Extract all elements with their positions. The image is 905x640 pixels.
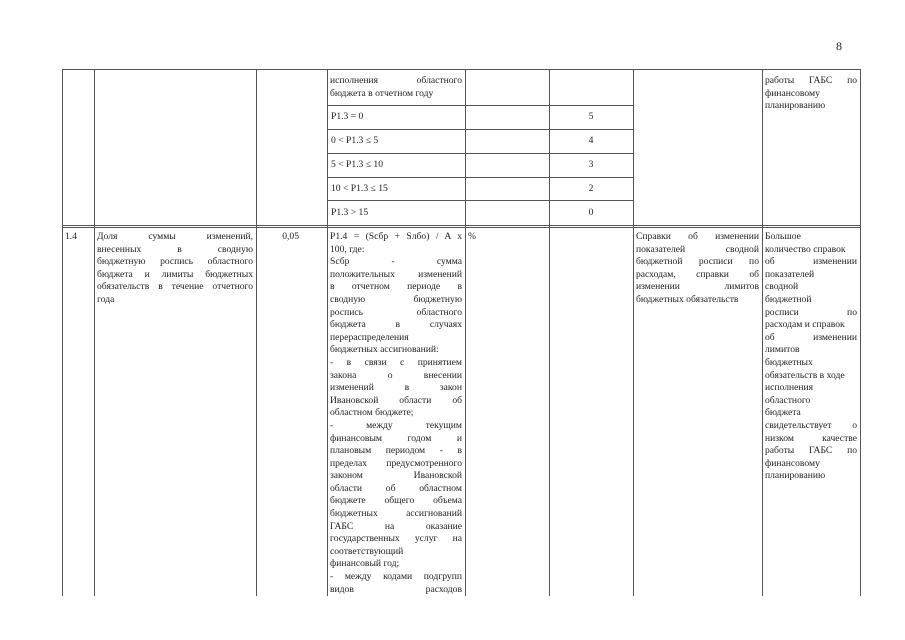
unit-of-measure: %	[468, 231, 476, 242]
indicator-continuation	[330, 75, 462, 100]
text-line: 100, где:	[330, 243, 365, 255]
scale-score: 3	[588, 159, 594, 170]
comment	[765, 231, 857, 483]
text-line: планированию	[765, 100, 826, 112]
scale-score: 4	[588, 135, 594, 146]
text-line: об изменении	[765, 256, 857, 268]
text-line: перераспределения	[330, 331, 409, 343]
text-line: закона о внесении	[330, 369, 462, 381]
text-line: планированию	[765, 470, 826, 482]
text-line: исполнения областного	[330, 75, 462, 86]
text-line: показателей сводной	[636, 243, 759, 255]
indicator-weight: 0,05	[282, 231, 299, 242]
formula-description	[330, 231, 462, 596]
text-line: государственных услуг на	[330, 533, 462, 545]
text-line: Ивановской области об	[330, 394, 462, 406]
text-line: - в связи с принятием	[330, 356, 462, 368]
scale-row-border	[327, 177, 633, 178]
text-line: Справки об изменении	[636, 231, 759, 242]
text-line: плановым периодом - в	[330, 445, 462, 457]
page-number: 8	[836, 39, 842, 53]
scale-score: 0	[588, 207, 594, 218]
text-line: росписи по	[765, 306, 857, 318]
text-line: работы ГАБС по	[765, 75, 857, 86]
col-border	[762, 69, 763, 596]
text-line: бюджета и лимиты бюджетных	[97, 268, 253, 280]
text-line: роспись областного	[330, 306, 462, 318]
text-line: лимитов	[765, 344, 800, 356]
text-line: исполнения	[765, 382, 814, 394]
text-line: в отчетном периоде в	[330, 281, 462, 293]
col-border	[94, 69, 95, 596]
scale-row-border	[327, 200, 633, 201]
text-line: свидетельствует о	[765, 419, 857, 431]
text-line: изменений в закон	[330, 382, 462, 394]
text-line: низком качестве	[765, 432, 857, 444]
text-line: финансовому	[765, 457, 820, 469]
text-line: бюджетной	[765, 293, 812, 305]
comment-continuation	[765, 75, 857, 113]
text-line: финансовый год;	[330, 558, 400, 570]
text-line: изменении лимитов	[636, 281, 759, 293]
text-line: положительных изменений	[330, 268, 462, 280]
row-number: 1.4	[65, 231, 77, 242]
col-border	[549, 69, 550, 596]
text-line: сводной	[765, 281, 799, 293]
text-line: области об областном	[330, 482, 462, 494]
text-line: финансовому	[765, 87, 820, 99]
scale-score: 2	[588, 183, 594, 194]
scale-condition: 0 < P1.3 ≤ 5	[331, 135, 379, 146]
scale-condition: P1.3 > 15	[331, 207, 369, 218]
text-line: Большое	[765, 231, 801, 242]
text-line: года	[97, 293, 115, 305]
text-line: показателей	[765, 268, 815, 280]
text-line: бюджетную роспись областного	[97, 256, 253, 268]
text-line: областного	[765, 394, 811, 406]
table-top-border	[62, 69, 860, 70]
text-line: соответствующий	[330, 545, 404, 557]
text-line: бюджетных обязательств	[636, 293, 739, 305]
text-line: внесенных в сводную	[97, 243, 253, 255]
text-line: обязательств в течение отчетного	[97, 281, 253, 293]
text-line: - между кодами подгрупп	[330, 571, 462, 583]
text-line: бюджетной росписи по	[636, 256, 759, 268]
text-line: обязательств в ходе	[765, 369, 845, 381]
text-line: об изменении	[765, 331, 857, 343]
text-line: бюджета	[765, 407, 801, 419]
text-line: работы ГАБС по	[765, 445, 857, 457]
text-line: бюджете общего объема	[330, 495, 462, 507]
indicator-name	[97, 231, 253, 307]
text-line: бюджетных ассигнований:	[330, 344, 439, 356]
text-line: P1.4 = (Sсбр + Sлбо) / A x	[330, 231, 462, 242]
col-border	[860, 69, 861, 596]
text-line: Sсбр - сумма	[330, 256, 462, 268]
text-line: законом Ивановской	[330, 470, 462, 482]
text-line: бюджетных	[765, 356, 813, 368]
col-border	[327, 69, 328, 596]
text-line: расходам и справок	[765, 319, 845, 331]
text-line: видов расходов	[330, 583, 462, 595]
col-border	[256, 69, 257, 596]
text-line: бюджета в случаях	[330, 319, 462, 331]
text-line: бюджетных ассигнований	[330, 508, 462, 520]
scale-row-border	[327, 105, 633, 106]
scale-score: 5	[588, 111, 594, 122]
col-border	[633, 69, 634, 596]
scale-condition: P1.3 = 0	[331, 111, 364, 122]
text-line: расходам, справки об	[636, 268, 759, 280]
text-line: ГАБС на оказание	[330, 520, 462, 532]
text-line: количество справок	[765, 243, 846, 255]
col-border	[62, 69, 63, 596]
text-line: областном бюджете;	[330, 407, 414, 419]
text-line: - между текущим	[330, 419, 462, 431]
row-separator-double	[62, 227, 860, 228]
data-source	[636, 231, 759, 307]
text-line: сводную бюджетную	[330, 293, 462, 305]
text-line: финансовым годом и	[330, 432, 462, 444]
text-line: пределах предусмотренного	[330, 457, 462, 469]
scale-row-border	[327, 129, 633, 130]
row-separator	[62, 225, 860, 226]
col-border	[465, 69, 466, 596]
scale-condition: 10 < P1.3 ≤ 15	[331, 183, 388, 194]
scale-row-border	[327, 153, 633, 154]
text-line: Доля суммы изменений,	[97, 231, 253, 242]
scale-condition: 5 < P1.3 ≤ 10	[331, 159, 383, 170]
text-line: бюджета в отчетном году	[330, 87, 434, 99]
